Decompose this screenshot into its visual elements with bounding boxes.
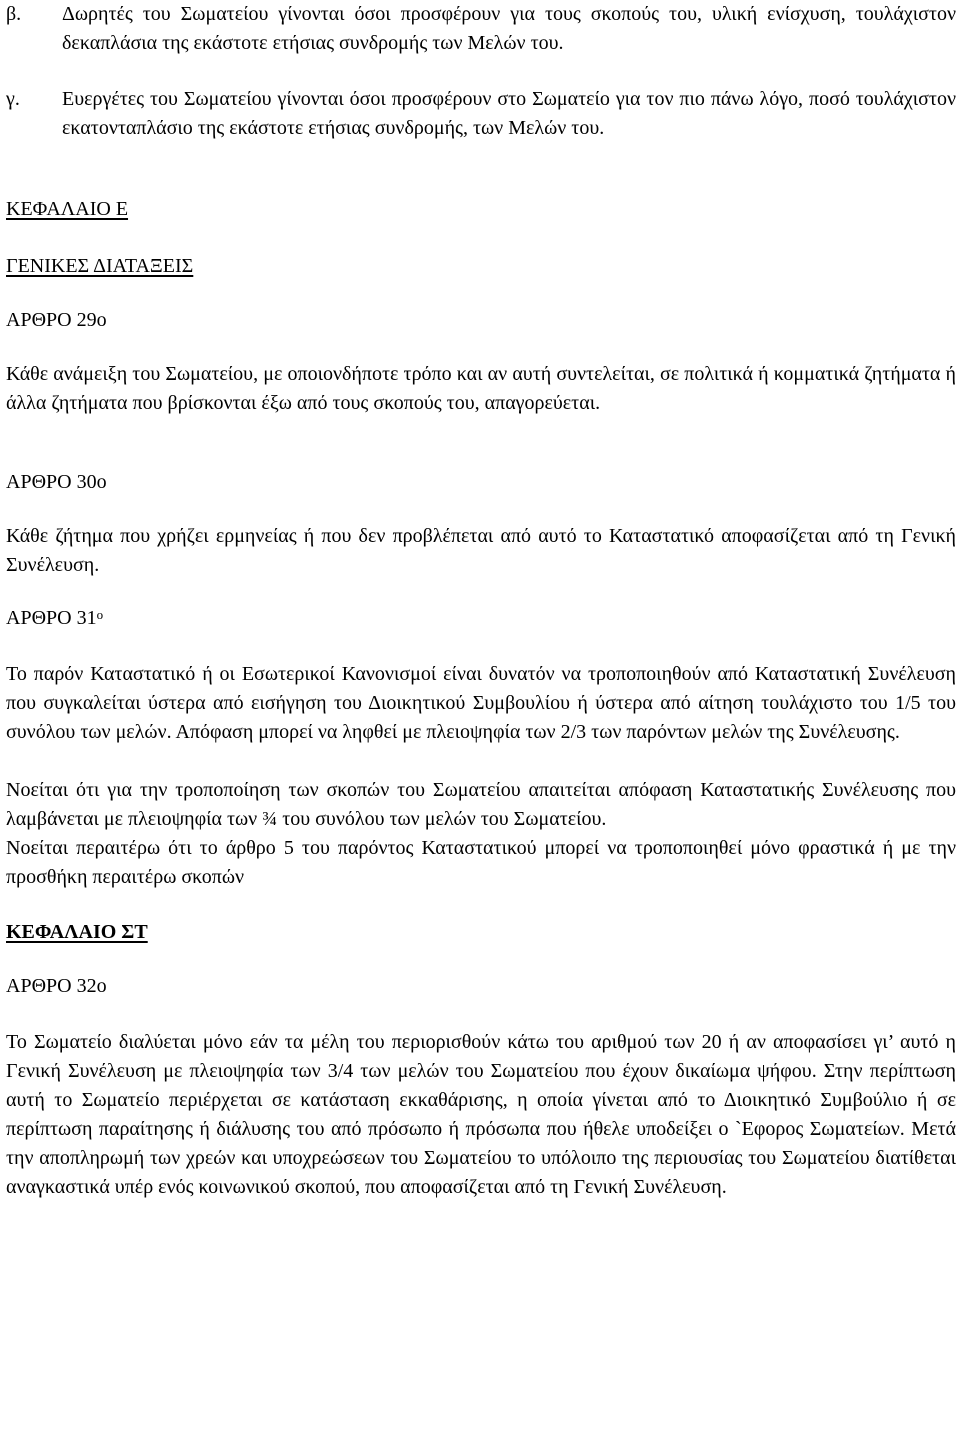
article-29-title: ΑΡΘΡΟ 29ο: [6, 309, 107, 331]
article-32-text: Το Σωματείο διαλύεται μόνο εάν τα μέλη του περιορισθούν κάτω του αριθμού των 20 ή αν αποφασίσει γι’ αυτό η Γενική Συνέλευση με πλειοψηφία των 3/4 των μελών του Σωματείου που έχουν δικαίωμα ψήφου. Στην περίπτωση αυτή το Σωματείο περιέρχεται σε κατάσταση εκκαθάρισης, η οποία γίνεται από το Διοικητικό Συμβούλιο ή σε περίπτωση παραίτησης ή διάλυσης του από πρόσωπο ή πρόσωπα που ήθελε υποδείξει ο `Εφορος Σωματείων. Μετά την αποπληρωμή των χρεών και υποχρεώσεων του Σωματείου το υπόλοιπο της περιουσίας του Σωματείου διατίθεται αναγκαστικά υπέρ ενός κοινωνικού σκοπού, που αποφασίζεται από τη Γενική Συνέλευση.: [6, 1031, 956, 1198]
list-marker: β.: [6, 3, 22, 25]
chapter-heading-e: ΚΕΦΑΛΑΙΟ Ε: [6, 198, 129, 220]
article-31-paragraph-2: Νοείται ότι για την τροποποίηση των σκοπών του Σωματείου απαιτείται απόφαση Καταστατικής Συνέλευσης που λαμβάνεται με πλειοψηφία των ¾ του συνόλου των μελών του Σωματείου.: [6, 779, 956, 830]
list-item-text: Δωρητές του Σωματείου γίνονται όσοι προσφέρουν για τους σκοπούς του, υλική ενίσχυση, τουλάχιστον δεκαπλάσια της εκάστοτε ετήσιας συνδρομής των Μελών του.: [62, 3, 956, 54]
article-30-title: ΑΡΘΡΟ 30ο: [6, 471, 107, 493]
section-heading-general-provisions: ΓΕΝΙΚΕΣ ΔΙΑΤΑΞΕΙΣ: [6, 255, 194, 277]
article-29-text: Κάθε ανάμειξη του Σωματείου, με οποιονδήποτε τρόπο και αν αυτή συντελείται, σε πολιτικά ή κομματικά ζητήματα ή άλλα ζητήματα που βρίσκονται έξω από τους σκοπούς του, απαγορεύεται.: [6, 363, 956, 414]
list-item-donors: [6, 0, 956, 58]
document-page: [6, 0, 956, 1202]
article-31-superscript: ο: [96, 607, 104, 622]
article-32-title: ΑΡΘΡΟ 32ο: [6, 975, 107, 997]
list-item-text: Ευεργέτες του Σωματείου γίνονται όσοι προσφέρουν στο Σωματείο για τον πιο πάνω λόγο, ποσό τουλάχιστον εκατονταπλάσιο της εκάστοτε ετήσιας συνδρομής, των Μελών του.: [62, 88, 956, 139]
article-31-paragraph-1: Το παρόν Καταστατικό ή οι Εσωτερικοί Κανονισμοί είναι δυνατόν να τροποποιηθούν από Καταστατική Συνέλευση που συγκαλείται ύστερα από εισήγηση του Διοικητικού Συμβουλίου ή ύστερα από αίτηση τουλάχιστο του 1/5 του συνόλου των μελών. Απόφαση μπορεί να ληφθεί με πλειοψηφία των 2/3 των παρόντων μελών της Συνέλευσης.: [6, 663, 956, 743]
list-marker: γ.: [6, 88, 20, 110]
article-31-paragraph-3: Νοείται περαιτέρω ότι το άρθρο 5 του παρόντος Καταστατικού μπορεί να τροποποιηθεί μόνο φραστικά ή με την προσθήκη περαιτέρω σκοπών: [6, 837, 956, 888]
list-item-benefactors: [6, 85, 956, 143]
article-31-title-text: ΑΡΘΡΟ 31: [6, 607, 97, 629]
article-30-text: Κάθε ζήτημα που χρήζει ερμηνείας ή που δεν προβλέπεται από αυτό το Καταστατικό αποφασίζεται από τη Γενική Συνέλευση.: [6, 525, 956, 576]
chapter-heading-st: ΚΕΦΑΛΑΙΟ ΣΤ: [6, 921, 148, 943]
article-31-title: [6, 604, 956, 633]
